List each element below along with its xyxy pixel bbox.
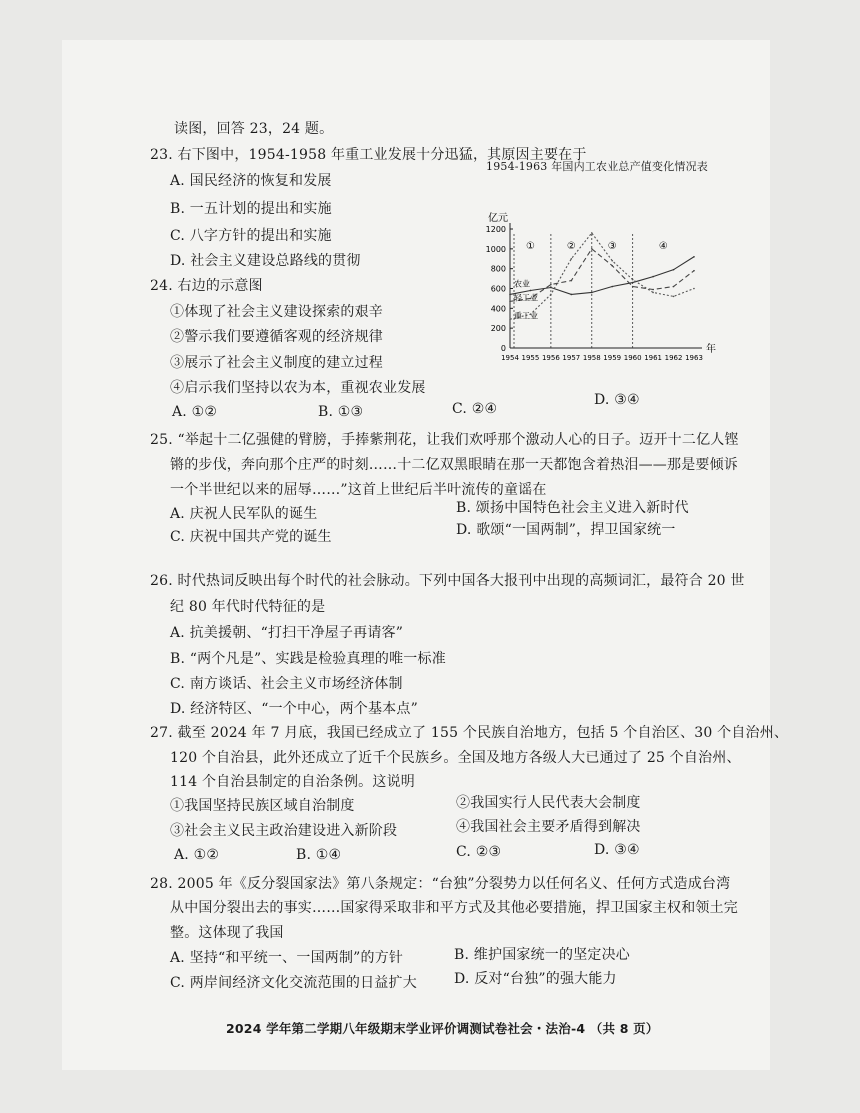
data-point — [591, 232, 593, 234]
q28-option-c: C. 两岸间经济文化交流范围的日益扩大 — [170, 975, 417, 991]
q25-line-3: 一个半世纪以来的屈辱……”这首上世纪后半叶流传的童谣在 — [170, 482, 547, 498]
series-label-3: 重工业 — [514, 311, 538, 321]
period-mark: ① — [525, 240, 535, 252]
q27-option-b: B. ①④ — [296, 847, 342, 863]
chart-svg — [470, 175, 730, 365]
q26-option-b: B. “两个凡是”、实践是检验真理的唯一标准 — [170, 651, 446, 667]
q24-option-d: D. ③④ — [594, 392, 640, 408]
q25-option-c: C. 庆祝中国共产党的诞生 — [170, 529, 332, 545]
x-tick-label: 1956 — [541, 354, 560, 362]
q25-line-1: 25. “举起十二亿强健的臂膀，手捧紫荆花，让我们欢呼那个激动人心的日子。迈开十二亿人铿 — [150, 432, 739, 448]
period-mark: ③ — [607, 240, 617, 252]
data-point — [509, 294, 511, 296]
q27-line-2: 120 个自治县，此外还成立了近千个民族乡。全国及地方各级人大已通过了 25 个自治州、 — [170, 750, 741, 766]
y-axis-label: 亿元 — [488, 213, 508, 224]
q25-line-2: 锵的步伐，奔向那个庄严的时刻……十二亿双黑眼睛在那一天都饱含着热泪——那是要倾诉 — [170, 457, 738, 473]
q24-option-b: B. ①③ — [318, 404, 364, 420]
series-label-2: 轻工业 — [514, 293, 538, 303]
data-point — [591, 248, 593, 250]
q25-option-b: B. 颂扬中国特色社会主义进入新时代 — [456, 500, 689, 516]
x-tick-label: 1960 — [623, 354, 642, 362]
x-tick-label: 1962 — [664, 354, 683, 362]
data-point — [652, 292, 654, 294]
x-tick-label: 1958 — [582, 354, 601, 362]
q26-line-2: 纪 80 年代时代特征的是 — [170, 599, 326, 615]
data-point — [550, 294, 552, 296]
data-point — [652, 289, 654, 291]
q23-option-b: B. 一五计划的提出和实施 — [170, 201, 332, 217]
series-line-1 — [510, 257, 694, 295]
q27-option-c: C. ②③ — [456, 844, 502, 860]
q28-line-2: 从中国分裂出去的事实……国家得采取非和平方式及其他必要措施，捍卫国家主权和领土完 — [170, 900, 738, 916]
q27-item-1: ①我国坚持民族区域自治制度 — [170, 798, 355, 814]
y-tick-label: 400 — [490, 304, 506, 314]
q28-option-b: B. 维护国家统一的坚定决心 — [454, 947, 630, 963]
page-footer: 2024 学年第二学期八年级期末学业评价调测试卷社会・法治-4 （共 8 页） — [226, 1021, 659, 1036]
data-point — [611, 265, 613, 267]
data-point — [571, 280, 573, 282]
data-point — [530, 290, 532, 292]
x-tick-label: 1963 — [685, 354, 703, 362]
data-point — [571, 294, 573, 296]
q27-line-1: 27. 截至 2024 年 7 月底，我国已经成立了 155 个民族自治地方，包括 5 个自治区、30 个自治州、 — [150, 725, 789, 741]
y-tick-label: 1000 — [485, 244, 506, 254]
q23-option-c: C. 八字方针的提出和实施 — [170, 228, 332, 244]
data-point — [632, 282, 634, 284]
y-tick-label: 0 — [500, 344, 506, 353]
q24-item-2: ②警示我们要遵循客观的经济规律 — [170, 329, 383, 345]
q24-item-1: ①体现了社会主义建设探索的艰辛 — [170, 304, 383, 320]
q27-item-3: ③社会主义民主政治建设进入新阶段 — [170, 823, 398, 839]
q27-option-a: A. ①② — [174, 847, 220, 863]
q27-option-d: D. ③④ — [594, 842, 640, 858]
q28-option-d: D. 反对“台独”的强大能力 — [454, 971, 617, 987]
q24-option-c: C. ②④ — [452, 401, 498, 417]
q26-line-1: 26. 时代热词反映出每个时代的社会脉动。下列中国各大报刊中出现的高频词汇，最符合 20 世 — [150, 573, 745, 589]
data-point — [693, 256, 695, 258]
data-point — [632, 279, 634, 281]
q28-option-a: A. 坚持“和平统一、一国两制”的方针 — [170, 950, 404, 966]
x-axis-label: 年 — [706, 344, 716, 355]
q27-item-2: ②我国实行人民代表大会制度 — [456, 795, 641, 811]
q24-item-3: ③展示了社会主义制度的建立过程 — [170, 355, 383, 371]
chart-title: 1954-1963 年国内工农业总产值变化情况表 — [486, 160, 709, 173]
y-tick-label: 1200 — [485, 225, 506, 234]
q23-option-a: A. 国民经济的恢复和发展 — [170, 173, 332, 189]
y-tick-label: 800 — [490, 264, 506, 274]
q24-item-4: ④启示我们坚持以农为本，重视农业发展 — [170, 380, 426, 396]
y-tick-label: 600 — [490, 284, 506, 294]
data-point — [550, 284, 552, 286]
q27-line-3: 114 个自治县制定的自治条例。这说明 — [170, 774, 415, 790]
data-point — [673, 296, 675, 298]
x-tick-label: 1961 — [644, 354, 663, 362]
q26-option-c: C. 南方谈话、社会主义市场经济体制 — [170, 676, 403, 692]
x-tick-label: 1955 — [521, 354, 540, 362]
intro-text: 读图，回答 23，24 题。 — [174, 121, 334, 137]
data-point — [611, 286, 613, 288]
q23-stem: 23. 右下图中，1954-1958 年重工业发展十分迅猛，其原因主要在于 — [150, 147, 587, 163]
q24-stem: 24. 右边的示意图 — [150, 278, 263, 294]
data-point — [571, 258, 573, 260]
data-point — [693, 270, 695, 272]
data-point — [652, 276, 654, 278]
period-mark: ④ — [658, 240, 668, 252]
x-tick-label: 1957 — [562, 354, 581, 362]
data-point — [673, 269, 675, 271]
data-point — [591, 292, 593, 294]
q24-option-a: A. ①② — [172, 404, 218, 420]
data-point — [611, 260, 613, 262]
q28-line-1: 28. 2005 年《反分裂国家法》第八条规定：“台独”分裂势力以任何名义、任何方式造成台湾 — [150, 876, 731, 892]
q25-option-d: D. 歌颂“一国两制”，捍卫国家统一 — [456, 522, 676, 538]
x-tick-label: 1959 — [603, 354, 622, 362]
x-tick-label: 1954 — [501, 354, 519, 362]
q26-option-a: A. 抗美援朝、“打扫干净屋子再请客” — [170, 625, 404, 641]
series-label-1: 农业 — [514, 279, 530, 289]
q25-option-a: A. 庆祝人民军队的诞生 — [170, 506, 318, 522]
data-point — [509, 301, 511, 303]
data-point — [632, 286, 634, 288]
period-mark: ② — [566, 240, 576, 252]
q23-option-d: D. 社会主义建设总路线的贯彻 — [170, 253, 361, 269]
y-tick-label: 200 — [490, 324, 506, 334]
q26-option-d: D. 经济特区、“一个中心，两个基本点” — [170, 701, 418, 717]
data-point — [550, 287, 552, 289]
data-point — [693, 288, 695, 290]
data-point — [673, 286, 675, 288]
q28-line-3: 整。这体现了我国 — [170, 925, 284, 941]
data-point — [509, 318, 511, 320]
industry-chart — [470, 175, 730, 365]
q27-item-4: ④我国社会主要矛盾得到解决 — [456, 819, 641, 835]
